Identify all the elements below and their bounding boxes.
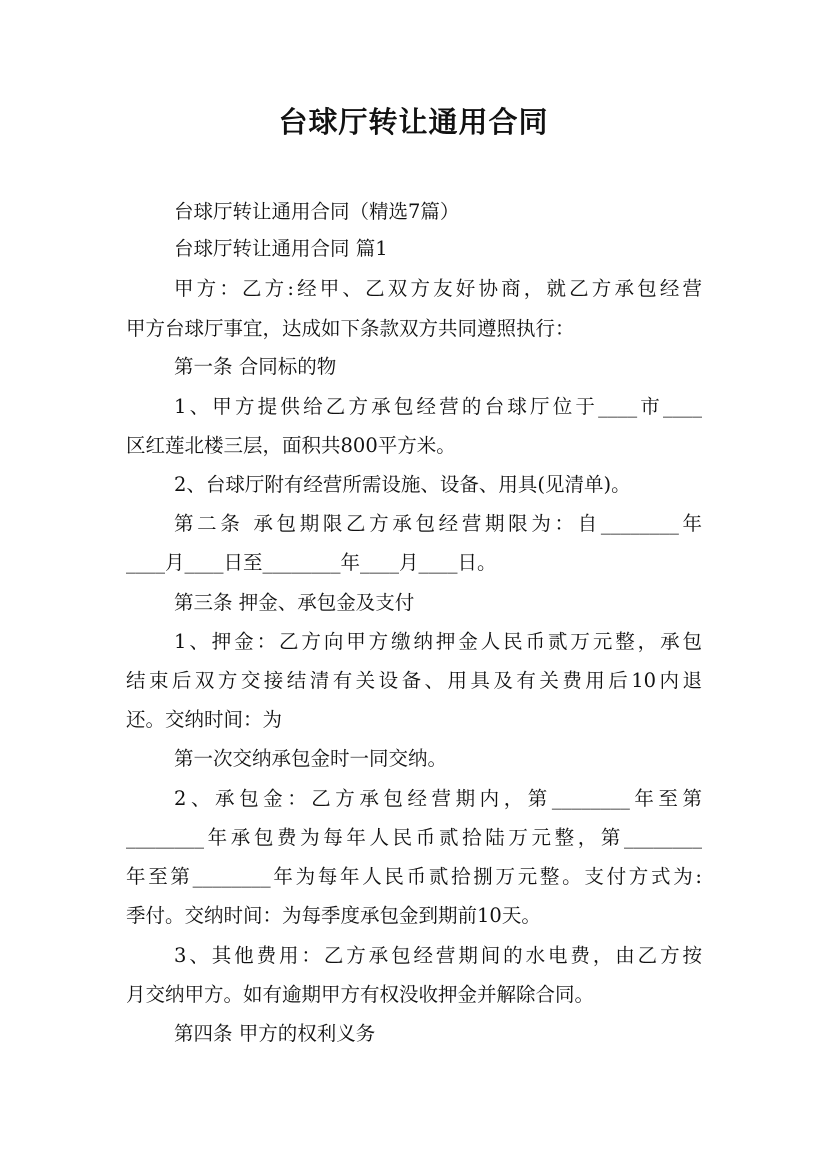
paragraph-line: 区红莲北楼三层，面积共800平方米。 [126, 434, 456, 457]
section-heading: 台球厅转让通用合同 篇1 [174, 237, 388, 260]
paragraph-line: 季付。交纳时间：为每季度承包金到期前10天。 [126, 904, 541, 927]
paragraph-line: 1、押金：乙方向甲方缴纳押金人民币贰万元整，承包 [174, 630, 702, 653]
article-heading: 第四条 甲方的权利义务 [174, 1022, 376, 1045]
paragraph-line: 结束后双方交接结清有关设备、用具及有关费用后10内退 [126, 669, 702, 692]
paragraph-line: ________年承包费为每年人民币贰拾陆万元整，第________ [126, 826, 702, 849]
paragraph-line: ____月____日至________年____月____日。 [126, 551, 497, 574]
paragraph-line: 甲方：乙方:经甲、乙双方友好协商，就乙方承包经营 [174, 277, 702, 300]
paragraph-line: 2、台球厅附有经营所需设施、设备、用具(见清单)。 [174, 473, 631, 496]
paragraph-line: 年至第________年为每年人民币贰拾捌万元整。支付方式为: [126, 865, 702, 888]
paragraph-line: 月交纳甲方。如有逾期甲方有权没收押金并解除合同。 [126, 983, 595, 1006]
paragraph-line: 1、甲方提供给乙方承包经营的台球厅位于____市____ [174, 395, 702, 418]
document-title: 台球厅转让通用合同 [278, 105, 549, 139]
article-heading: 第一条 合同标的物 [174, 355, 337, 378]
paragraph-line: 第二条 承包期限乙方承包经营期限为：自________年 [174, 512, 702, 535]
paragraph-line: 还。交纳时间：为 [126, 708, 283, 731]
paragraph-line: 3、其他费用：乙方承包经营期间的水电费，由乙方按 [174, 944, 702, 967]
paragraph-line: 第一次交纳承包金时一同交纳。 [174, 747, 448, 770]
paragraph-line: 甲方台球厅事宜，达成如下条款双方共同遵照执行： [126, 317, 575, 340]
subtitle-line: 台球厅转让通用合同（精选7篇） [174, 200, 460, 223]
article-heading: 第三条 押金、承包金及支付 [174, 591, 415, 614]
paragraph-line: 2、承包金：乙方承包经营期内，第________年至第 [174, 787, 702, 810]
